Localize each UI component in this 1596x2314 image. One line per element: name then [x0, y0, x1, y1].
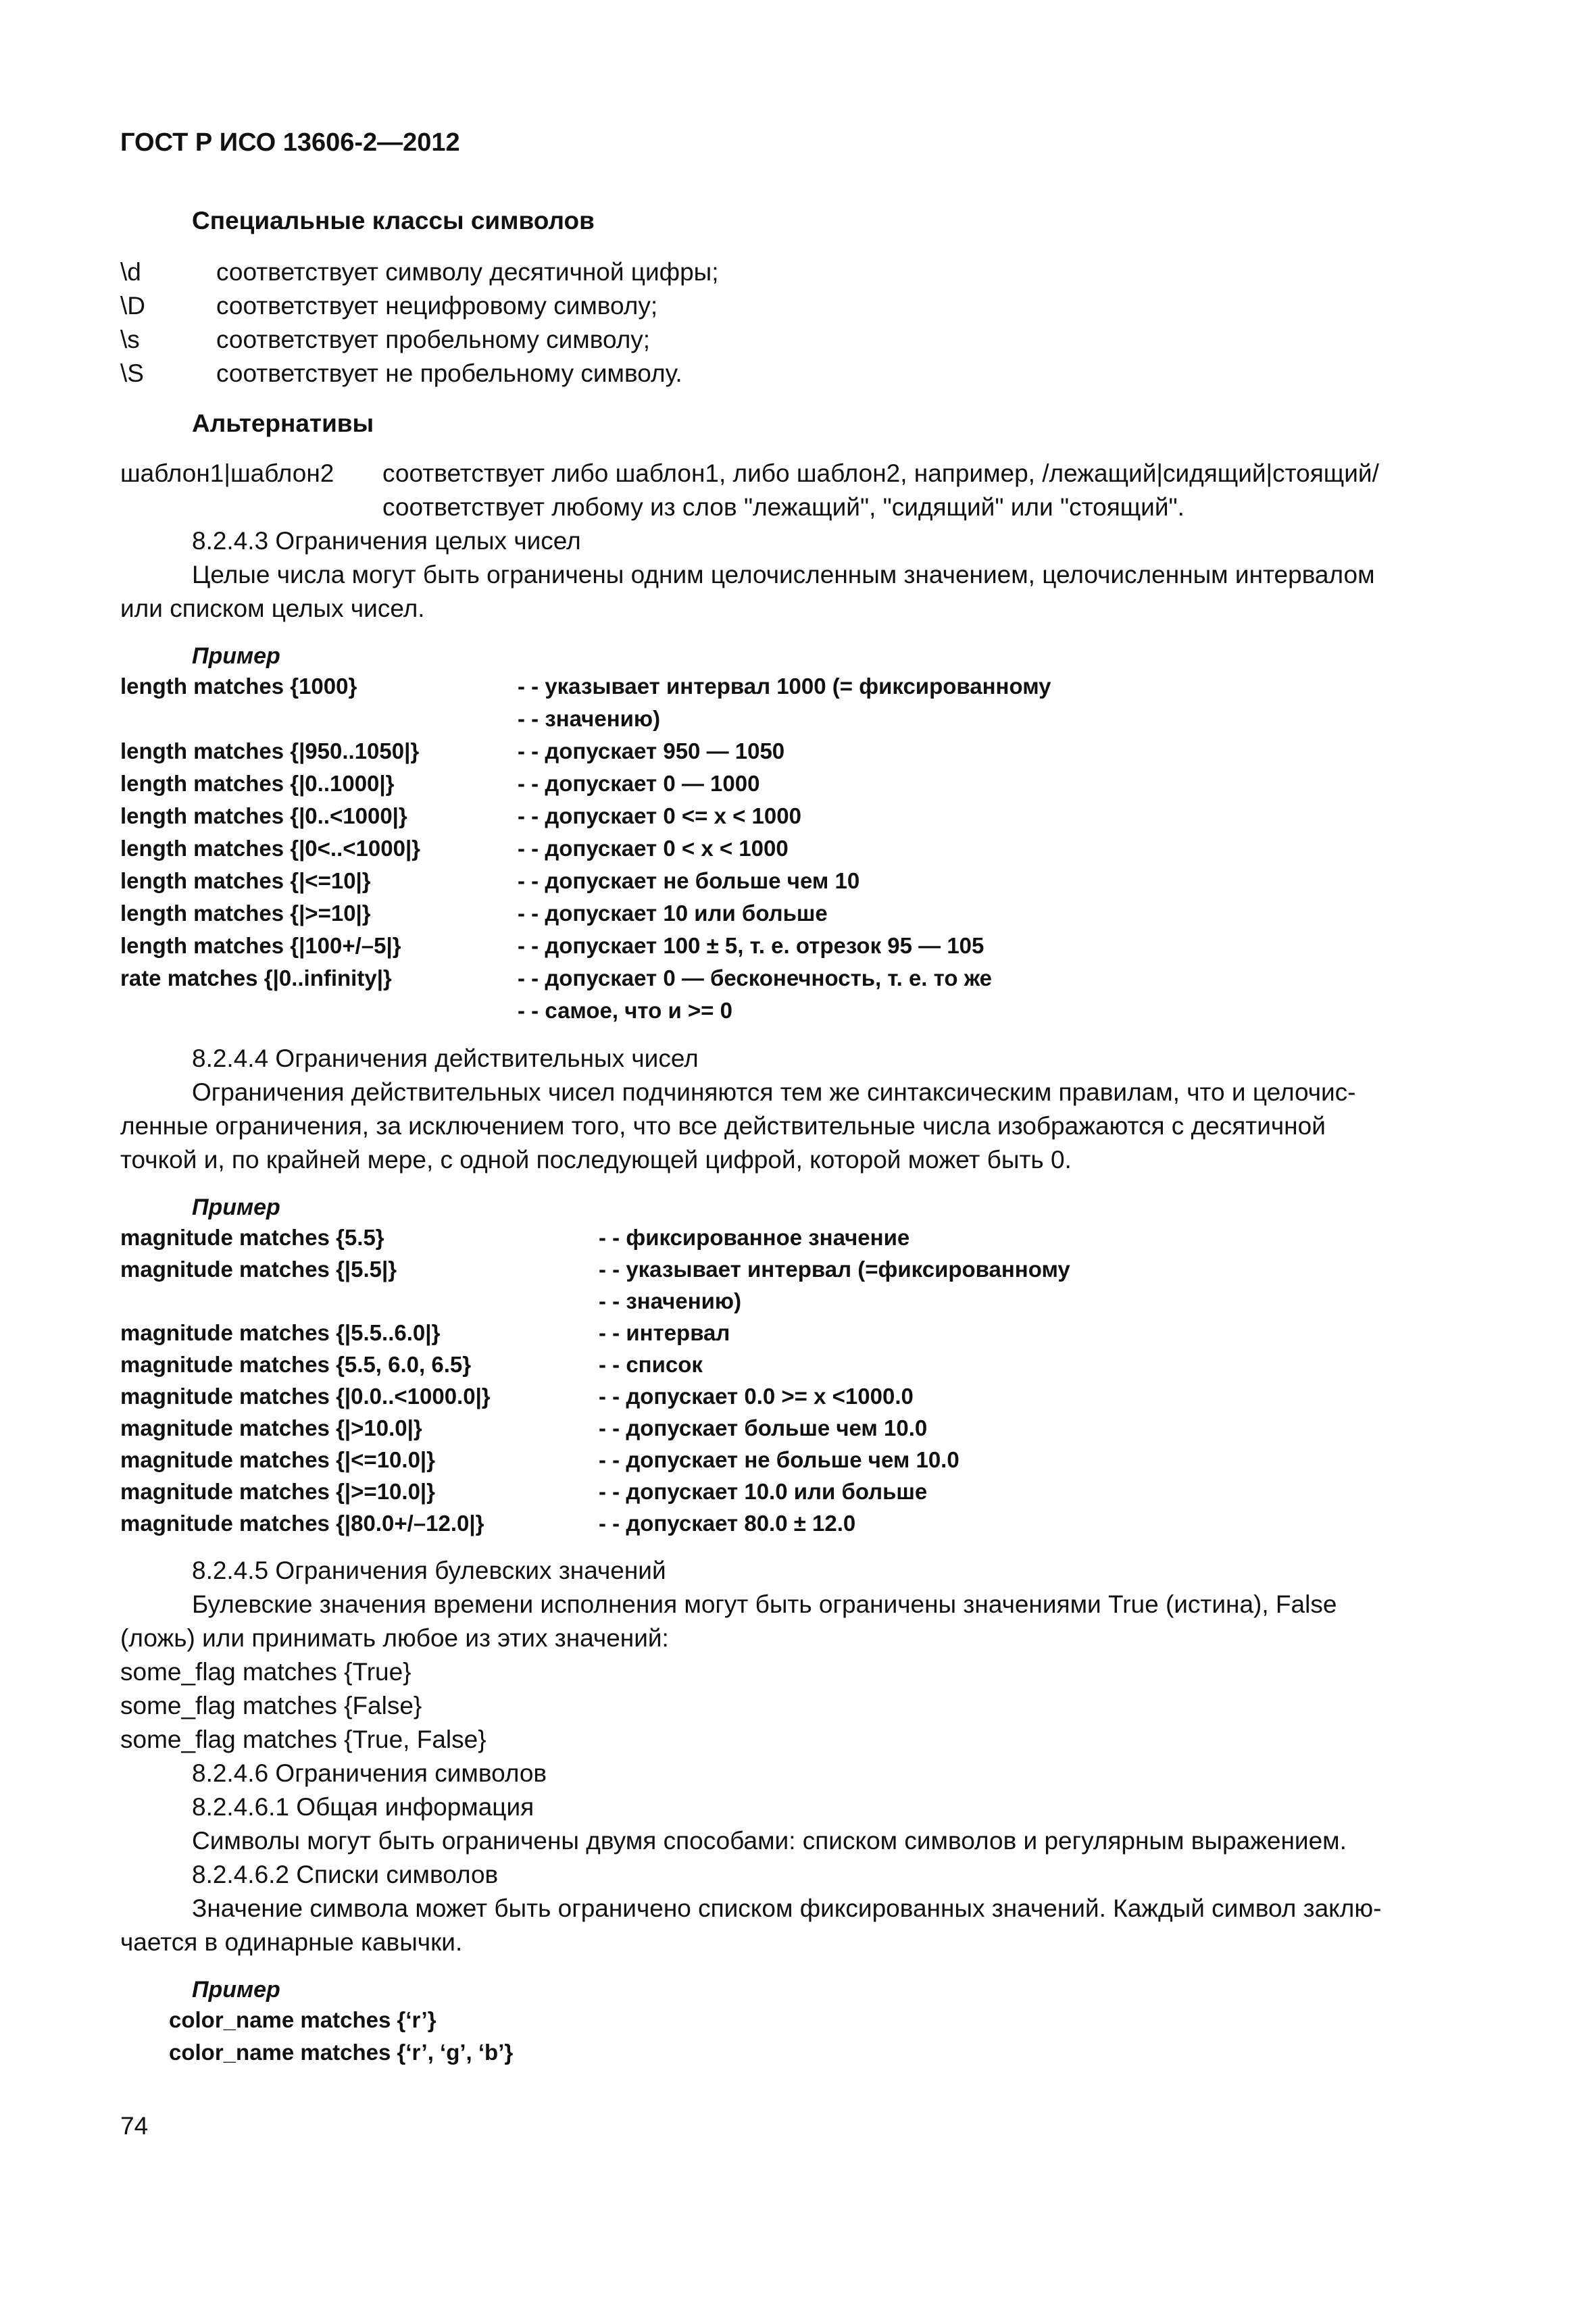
example-code: magnitude matches {5.5, 6.0, 6.5}	[120, 1352, 472, 1377]
example-code: rate matches {|0..infinity|}	[120, 965, 392, 990]
special-desc: соответствует нецифровому символу;	[216, 292, 658, 320]
example-code: length matches {|100+/–5|}	[120, 933, 401, 958]
example-comment: - - допускает 0.0 >= x <1000.0	[599, 1384, 914, 1409]
code-line: some_flag matches {False}	[120, 1692, 422, 1719]
example-comment: - - фиксированное значение	[599, 1225, 910, 1250]
example-comment: - - допускает 0 < x < 1000	[518, 836, 789, 861]
example-comment: - - допускает 0 <= x < 1000	[518, 803, 801, 828]
heading-8-2-4-3: 8.2.4.3 Ограничения целых чисел	[192, 527, 581, 555]
paragraph-line: Ограничения действительных чисел подчиняются тем же синтаксическим правилам, что и целочис-	[192, 1078, 1356, 1106]
example-comment: - - интервал	[599, 1320, 730, 1345]
paragraph-line: ленные ограничения, за исключением того, что все действительные числа изображаются с десятичной	[120, 1112, 1326, 1140]
example-label: Пример	[192, 1194, 280, 1220]
example-code: length matches {|<=10|}	[120, 868, 371, 893]
paragraph-line: или списком целых чисел.	[120, 595, 425, 622]
example-comment: - - допускает 80.0 ± 12.0	[599, 1511, 856, 1536]
special-key: \s	[120, 326, 140, 353]
example-code: magnitude matches {|5.5..6.0|}	[120, 1320, 441, 1345]
paragraph-line: Значение символа может быть ограничено списком фиксированных значений. Каждый символ заклю-	[192, 1894, 1382, 1922]
paragraph-line: (ложь) или принимать любое из этих значений:	[120, 1624, 669, 1652]
paragraph-line: Булевские значения времени исполнения могут быть ограничены значениями True (истина), False	[192, 1590, 1337, 1618]
heading-8-2-4-6: 8.2.4.6 Ограничения символов	[192, 1759, 547, 1787]
alt-desc-line2: соответствует любому из слов "лежащий", "сидящий" или "стоящий".	[382, 493, 1184, 521]
example-comment: - - допускает не больше чем 10	[518, 868, 860, 893]
example-code: magnitude matches {|80.0+/–12.0|}	[120, 1511, 484, 1536]
paragraph-line: Символы могут быть ограничены двумя способами: списком символов и регулярным выражением.	[192, 1827, 1347, 1855]
example-comment: - - допускает не больше чем 10.0	[599, 1447, 959, 1472]
example-code: length matches {1000}	[120, 674, 357, 699]
example-code: magnitude matches {|0.0..<1000.0|}	[120, 1384, 491, 1409]
page-header: ГОСТ Р ИСО 13606-2—2012	[120, 128, 460, 157]
example-comment: - - значению)	[599, 1288, 742, 1313]
heading-8-2-4-6-2: 8.2.4.6.2 Списки символов	[192, 1861, 499, 1888]
example-comment: - - допускает 0 — 1000	[518, 771, 760, 796]
example-comment: - - допускает больше чем 10.0	[599, 1415, 928, 1440]
section-title-alternatives: Альтернативы	[192, 409, 374, 437]
example-comment: - - указывает интервал 1000 (= фиксированному	[518, 674, 1051, 699]
example-comment: - - допускает 10 или больше	[518, 901, 828, 926]
example-code: length matches {|0..1000|}	[120, 771, 395, 796]
example-label: Пример	[192, 1977, 280, 2003]
special-desc: соответствует не пробельному символу.	[216, 359, 682, 387]
example-comment: - - самое, что и >= 0	[518, 998, 732, 1023]
special-desc: соответствует символу десятичной цифры;	[216, 258, 719, 286]
special-key: \S	[120, 359, 144, 387]
example-code: length matches {|950..1050|}	[120, 738, 420, 763]
paragraph-line: точкой и, по крайней мере, с одной последующей цифрой, которой может быть 0.	[120, 1146, 1072, 1174]
example-code: magnitude matches {|>=10.0|}	[120, 1479, 435, 1504]
example-code: magnitude matches {|5.5|}	[120, 1257, 397, 1282]
example-comment: - - указывает интервал (=фиксированному	[599, 1257, 1070, 1282]
example-comment: - - допускает 0 — бесконечность, т. е. то же	[518, 965, 993, 990]
special-key: \d	[120, 258, 141, 286]
section-title-special-classes: Специальные классы символов	[192, 207, 595, 234]
example-comment: - - допускает 100 ± 5, т. е. отрезок 95 — 105	[518, 933, 984, 958]
paragraph-line: Целые числа могут быть ограничены одним целочисленным значением, целочисленным интервалом	[192, 561, 1375, 588]
example-code: length matches {|>=10|}	[120, 901, 371, 926]
special-key: \D	[120, 292, 145, 320]
example-comment: - - допускает 10.0 или больше	[599, 1479, 928, 1504]
example-comment: - - значению)	[518, 706, 661, 731]
paragraph-line: чается в одинарные кавычки.	[120, 1928, 463, 1956]
example-code: length matches {|0..<1000|}	[120, 803, 407, 828]
example-code: magnitude matches {|<=10.0|}	[120, 1447, 435, 1472]
example-code: magnitude matches {|>10.0|}	[120, 1415, 422, 1440]
page-number: 74	[120, 2112, 149, 2140]
heading-8-2-4-5: 8.2.4.5 Ограничения булевских значений	[192, 1557, 666, 1584]
alt-desc-line1: соответствует либо шаблон1, либо шаблон2, например, /лежащий|сидящий|стоящий/	[382, 459, 1379, 487]
example-code: length matches {|0<..<1000|}	[120, 836, 421, 861]
code-line: some_flag matches {True}	[120, 1658, 412, 1686]
heading-8-2-4-4: 8.2.4.4 Ограничения действительных чисел	[192, 1045, 699, 1072]
special-desc: соответствует пробельному символу;	[216, 326, 651, 353]
example-code: color_name matches {‘r’, ‘g’, ‘b’}	[169, 2040, 514, 2065]
example-code: color_name matches {‘r’}	[169, 2007, 437, 2032]
heading-8-2-4-6-1: 8.2.4.6.1 Общая информация	[192, 1793, 534, 1821]
alt-key: шаблон1|шаблон2	[120, 459, 334, 487]
code-line: some_flag matches {True, False}	[120, 1726, 487, 1753]
example-comment: - - допускает 950 — 1050	[518, 738, 785, 763]
example-label: Пример	[192, 643, 280, 669]
example-code: magnitude matches {5.5}	[120, 1225, 384, 1250]
example-comment: - - список	[599, 1352, 703, 1377]
